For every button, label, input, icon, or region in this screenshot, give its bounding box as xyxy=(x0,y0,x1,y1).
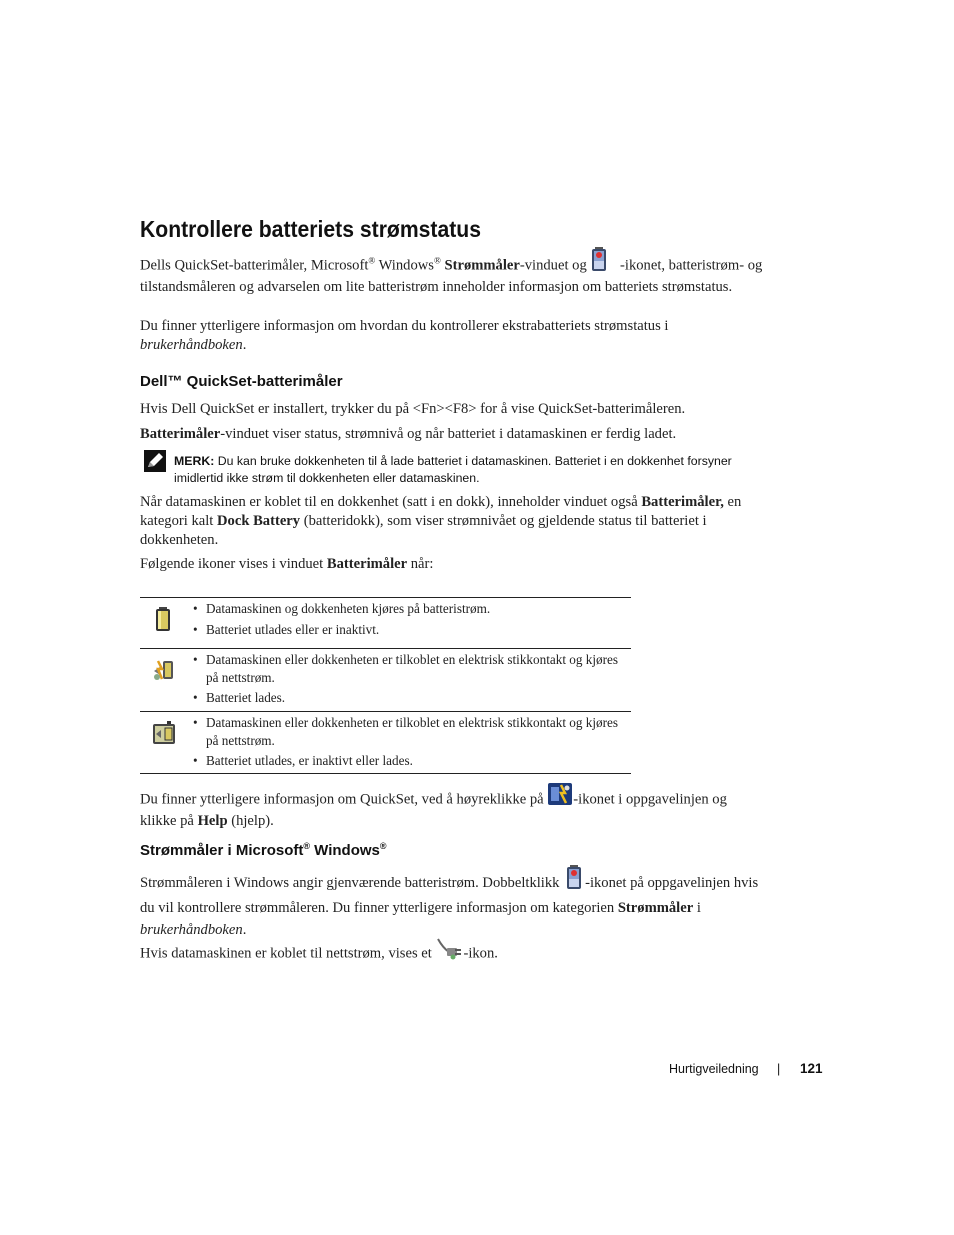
section-title-power-meter: Strømmåler i Microsoft® Windows® xyxy=(140,841,387,859)
page-title: Kontrollere batteriets strømstatus xyxy=(140,216,481,242)
list-item: • Batteriet utlades, er inaktivt eller lades. xyxy=(206,752,631,770)
footer-label: Hurtigveiledning xyxy=(669,1062,759,1076)
ac-plug-icon xyxy=(435,936,463,966)
power-meter-icon xyxy=(563,864,585,897)
table-row xyxy=(140,712,631,774)
list-item: • Datamaskinen eller dokkenheten er tilkoblet en elektrisk stikkontakt og kjøres på nettstrøm. xyxy=(206,714,631,749)
table-row xyxy=(140,649,631,712)
icons-intro-paragraph: Følgende ikoner vises i vinduet Batterimåler når: xyxy=(140,556,434,572)
quickset-paragraph: Hvis Dell QuickSet er installert, trykker du på <Fn><F8> for å vise QuickSet-batterimåleren. xyxy=(140,401,686,417)
note-text: MERK: Du kan bruke dokkenheten til å lade batteriet i datamaskinen. Batteriet i en dokkenhet forsyner imidlertid ikke strøm til dokkenheten eller datamaskinen. xyxy=(174,454,732,485)
battery-icon xyxy=(152,606,174,637)
power-meter-icon xyxy=(590,246,612,278)
quickset-icon xyxy=(547,782,573,812)
battery-meter-paragraph: Batterimåler-vinduet viser status, strømnivå og når batteriet i datamaskinen er ferdig ladet. xyxy=(140,426,677,442)
section-title-quickset: Dell™ QuickSet-batterimåler xyxy=(140,373,343,390)
quickset-help-paragraph: Du finner ytterligere informasjon om QuickSet, ved å høyreklikke på -ikonet i oppgavelinjen og klikke på Help (hjelp). xyxy=(140,788,765,831)
intro-paragraph: Dells QuickSet-batterimåler, Microsoft® Windows® Strømmåler-vinduet og -ikonet, batteristrøm- og tilstandsmåleren og advarselen om lite batteristrøm inneholder informasjon om batteriets strømstatus. xyxy=(140,254,765,297)
note-pencil-icon xyxy=(144,450,166,477)
power-meter-paragraph: Strømmåleren i Windows angir gjenværende batteristrøm. Dobbeltklikk -ikonet på oppgavelinjen hvis du vil kontrollere strømmåleren. Du finner ytterligere informasjon om kategorien Strømmåler i brukerhåndboken. xyxy=(140,870,765,941)
footer-separator: | xyxy=(777,1062,781,1076)
list-item: • Datamaskinen eller dokkenheten er tilkoblet en elektrisk stikkontakt og kjøres på nettstrøm. xyxy=(206,651,631,686)
list-item: • Datamaskinen og dokkenheten kjøres på batteristrøm. xyxy=(206,600,631,618)
list-item: • Batteriet lades. xyxy=(206,689,631,707)
table-row xyxy=(140,598,631,649)
ac-battery-icon xyxy=(152,720,178,751)
list-item: • Batteriet utlades eller er inaktivt. xyxy=(206,621,631,639)
ac-power-paragraph: Hvis datamaskinen er koblet til nettstrøm, vises et -ikon. xyxy=(140,942,765,966)
info-paragraph: Du finner ytterligere informasjon om hvordan du kontrollerer ekstrabatteriets strømstatus i brukerhåndboken. xyxy=(140,318,669,353)
dock-paragraph: Når datamaskinen er koblet til en dokkenhet (satt i en dokk), inneholder vinduet også Batterimåler, en kategori kalt Dock Battery (batteridokk), som viser strømnivået og gjeldende status til batteriet i dokkenheten. xyxy=(140,494,742,548)
page-number: 121 xyxy=(800,1061,823,1076)
charging-plug-icon xyxy=(152,657,178,688)
icon-table xyxy=(140,597,631,774)
